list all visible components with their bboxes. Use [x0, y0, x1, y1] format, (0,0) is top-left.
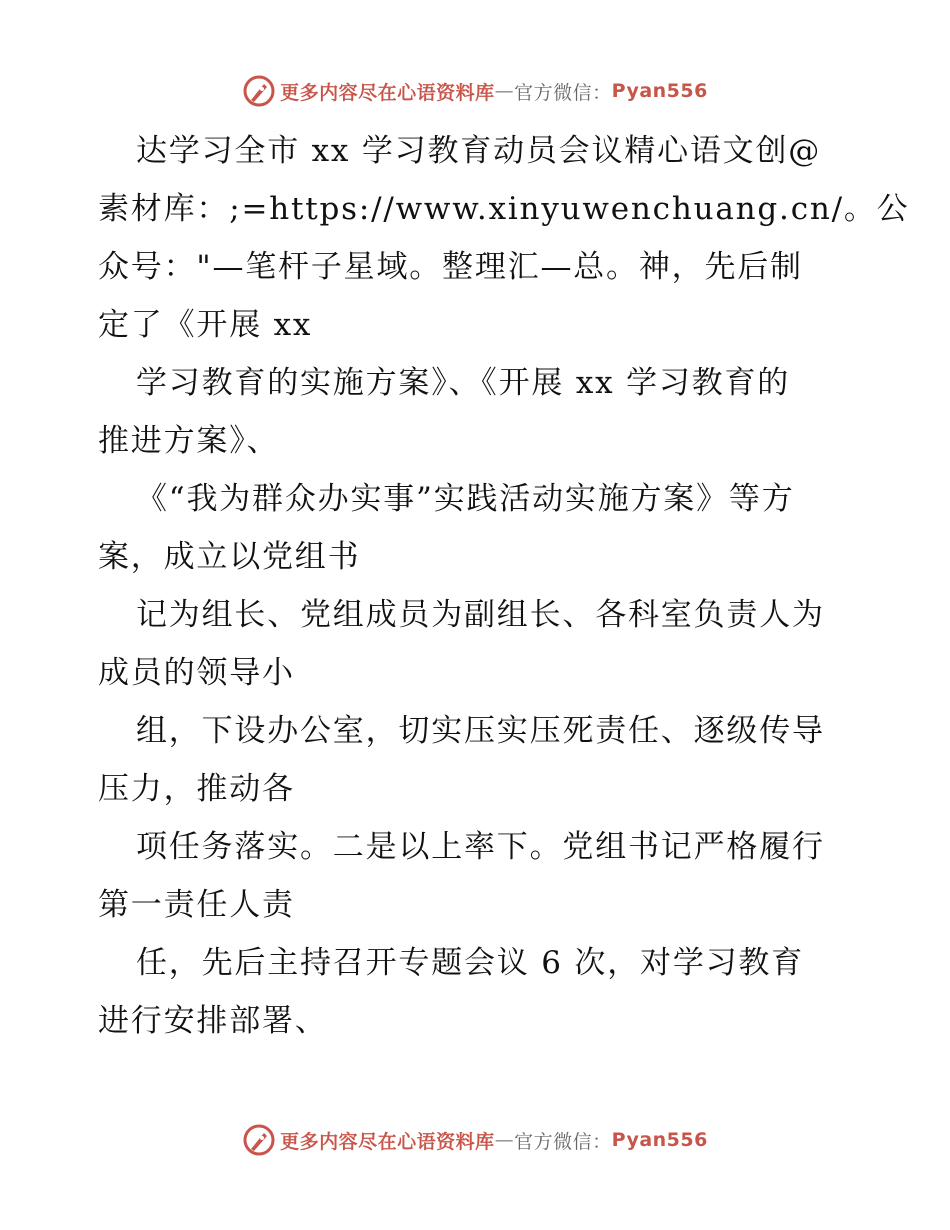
text-line: 第一责任人责 — [98, 887, 295, 923]
text-line: 众号："—笔杆子星域。整理汇—总。神，先后制 — [98, 249, 803, 285]
watermark-dash: — — [494, 1129, 515, 1151]
watermark-wechat-id: Pyan556 — [611, 1129, 708, 1151]
header-watermark — [0, 74, 950, 108]
watermark-dash: — — [494, 80, 515, 102]
document-body — [98, 122, 910, 1050]
text-line: 任，先后主持召开专题会议 6 次，对学习教育 — [136, 945, 805, 981]
watermark-main-text: 更多内容尽在心语资料库 — [280, 81, 495, 104]
text-line: 素材库：;=https://www.xinyuwenchuang.cn/。公 — [98, 191, 910, 227]
watermark-main-text: 更多内容尽在心语资料库 — [280, 1130, 495, 1153]
text-line: 项任务落实。二是以上率下。党组书记严格履行 — [136, 829, 825, 865]
text-line: 成员的领导小 — [98, 655, 295, 691]
text-line: 压力，推动各 — [98, 771, 295, 807]
footer-watermark — [0, 1123, 950, 1157]
text-line: 推进方案》、 — [98, 423, 280, 459]
watermark-official-label: 官方微信： — [514, 1130, 612, 1153]
text-line: 记为组长、党组成员为副组长、各科室负责人为 — [136, 597, 825, 633]
text-line: 《“我为群众办实事”实践活动实施方案》等方 — [136, 481, 795, 517]
text-line: 定了《开展 xx — [98, 307, 313, 343]
watermark-official-label: 官方微信： — [514, 81, 612, 104]
pen-circle-icon — [242, 1123, 276, 1157]
watermark-wechat-id: Pyan556 — [611, 80, 708, 102]
pen-circle-icon — [242, 74, 276, 108]
text-line: 进行安排部署、 — [98, 1003, 328, 1039]
text-line: 组，下设办公室，切实压实压死责任、逐级传导 — [136, 713, 825, 749]
text-line: 案，成立以党组书 — [98, 539, 361, 575]
text-line: 达学习全市 xx 学习教育动员会议精心语文创@ — [136, 133, 822, 169]
text-line: 学习教育的实施方案》、《开展 xx 学习教育的 — [136, 365, 791, 401]
